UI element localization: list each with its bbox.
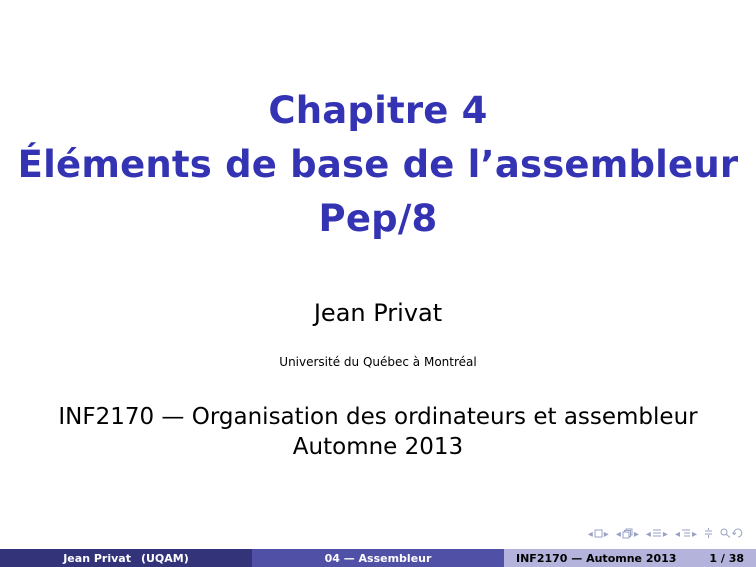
footer-section-box — [252, 549, 504, 567]
slide-title — [0, 84, 756, 246]
footer-author: Jean Privat — [63, 551, 131, 565]
nav-frame-prev-icon[interactable]: ◂ — [587, 529, 593, 540]
course-info — [0, 402, 756, 462]
title-line-3: Pep/8 — [318, 197, 438, 240]
nav-align-icon[interactable] — [704, 528, 713, 542]
course-term: Automne 2013 — [292, 434, 464, 460]
nav-frame-icon[interactable] — [594, 529, 603, 542]
nav-frame-next-icon[interactable]: ▸ — [603, 529, 609, 540]
footer-page-number: 1 / 38 — [709, 551, 744, 565]
nav-section-prev-icon[interactable]: ◂ — [645, 529, 651, 540]
footer-course-term: INF2170 — Automne 2013 — [516, 551, 677, 565]
nav-toc-prev-icon[interactable]: ◂ — [674, 529, 680, 540]
nav-subsection-next-icon[interactable]: ▸ — [633, 529, 639, 540]
nav-toc-icon[interactable] — [681, 528, 691, 542]
nav-section-icon[interactable] — [652, 528, 662, 542]
title-line-2: Éléments de base de l’assembleur — [17, 143, 739, 186]
nav-search-icon[interactable] — [720, 528, 731, 542]
nav-section-next-icon[interactable]: ▸ — [662, 529, 668, 540]
course-title: INF2170 — Organisation des ordinateurs et assembleur — [58, 404, 698, 430]
navigation-symbols — [588, 527, 748, 543]
footer-institute: (UQAM) — [140, 551, 189, 565]
nav-toc-next-icon[interactable]: ▸ — [691, 529, 697, 540]
author-name: Jean Privat — [313, 299, 443, 327]
title-line-1: Chapitre 4 — [268, 89, 488, 132]
nav-subsection-icon[interactable] — [622, 528, 633, 543]
footer-author-box — [0, 549, 252, 567]
footer-course-box — [504, 549, 756, 567]
institute-name: Université du Québec à Montréal — [279, 355, 477, 369]
footer-bar — [0, 549, 756, 567]
nav-subsection-prev-icon[interactable]: ◂ — [615, 529, 621, 540]
footer-section: 04 — Assembleur — [324, 551, 432, 565]
nav-back-icon[interactable] — [732, 528, 743, 542]
